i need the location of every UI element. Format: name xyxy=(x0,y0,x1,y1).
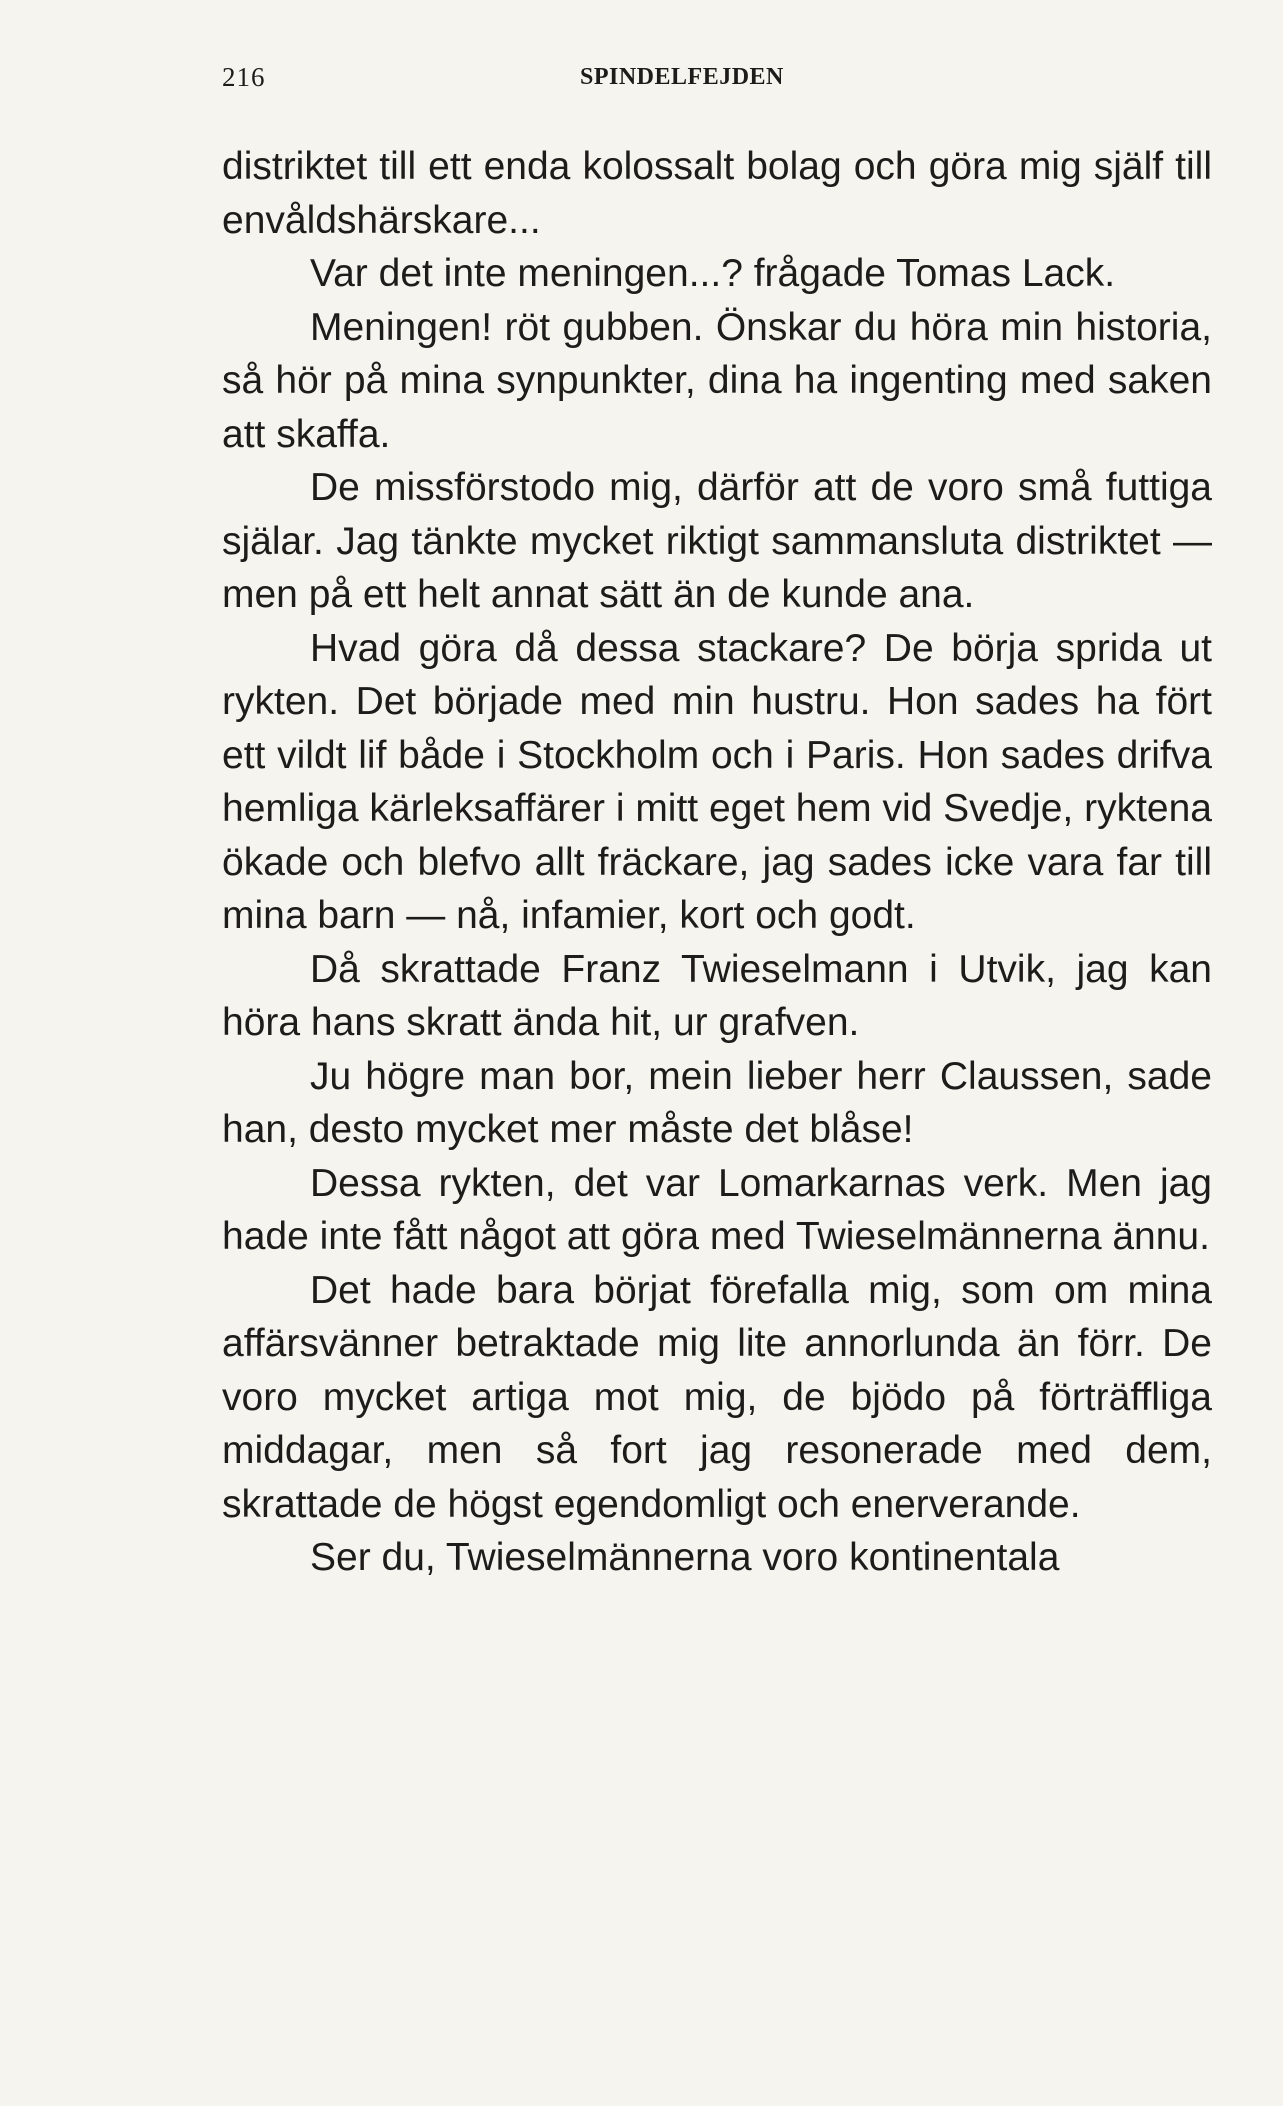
page-number: 216 xyxy=(222,62,266,92)
paragraph: Det hade bara börjat förefalla mig, som om mina affärsvänner betraktade mig lite annorlunda än förr. De voro mycket artiga mot mig, de bjödo på förträffliga middagar, men så fort jag resonerade med dem, skrattade de högst egendomligt och enerverande. xyxy=(222,1268,1212,1526)
paragraph: De missförstodo mig, därför att de voro små futtiga själar. Jag tänkte mycket riktigt sammansluta distriktet — men på ett helt annat sätt än de kunde ana. xyxy=(222,466,1212,616)
paragraph: Då skrattade Franz Twieselmann i Utvik, jag kan höra hans skratt ända hit, ur grafven. xyxy=(222,947,1212,1044)
paragraph: Var det inte meningen...? frågade Tomas Lack. xyxy=(310,252,1116,295)
paragraph: distriktet till ett enda kolossalt bolag och göra mig själf till envåldshärskare... xyxy=(222,145,1212,242)
paragraph: Dessa rykten, det var Lomarkarnas verk. Men jag hade inte fått något att göra med Twieselmännerna ännu. xyxy=(222,1161,1212,1258)
body-text xyxy=(222,140,1212,1585)
paragraph: Meningen! röt gubben. Önskar du höra min historia, så hör på mina synpunkter, dina ha ingenting med saken att skaffa. xyxy=(222,305,1212,456)
running-title: SPINDELFEJDEN xyxy=(580,64,784,90)
paragraph: Hvad göra då dessa stackare? De börja sprida ut rykten. Det började med min hustru. Hon sades ha fört ett vildt lif både i Stockholm och i Paris. Hon sades drifva hemliga kärleksaffärer i mitt eget hem vid Svedje, ryktena ökade och blefvo allt fräckare, jag sades icke vara far till mina barn — nå, infamier, kort och godt. xyxy=(222,626,1212,937)
paragraph: Ser du, Twieselmännerna voro kontinentala xyxy=(310,1536,1060,1579)
paragraph: Ju högre man bor, mein lieber herr Claussen, sade han, desto mycket mer måste det blåse! xyxy=(222,1054,1212,1151)
page-header xyxy=(222,62,1212,106)
